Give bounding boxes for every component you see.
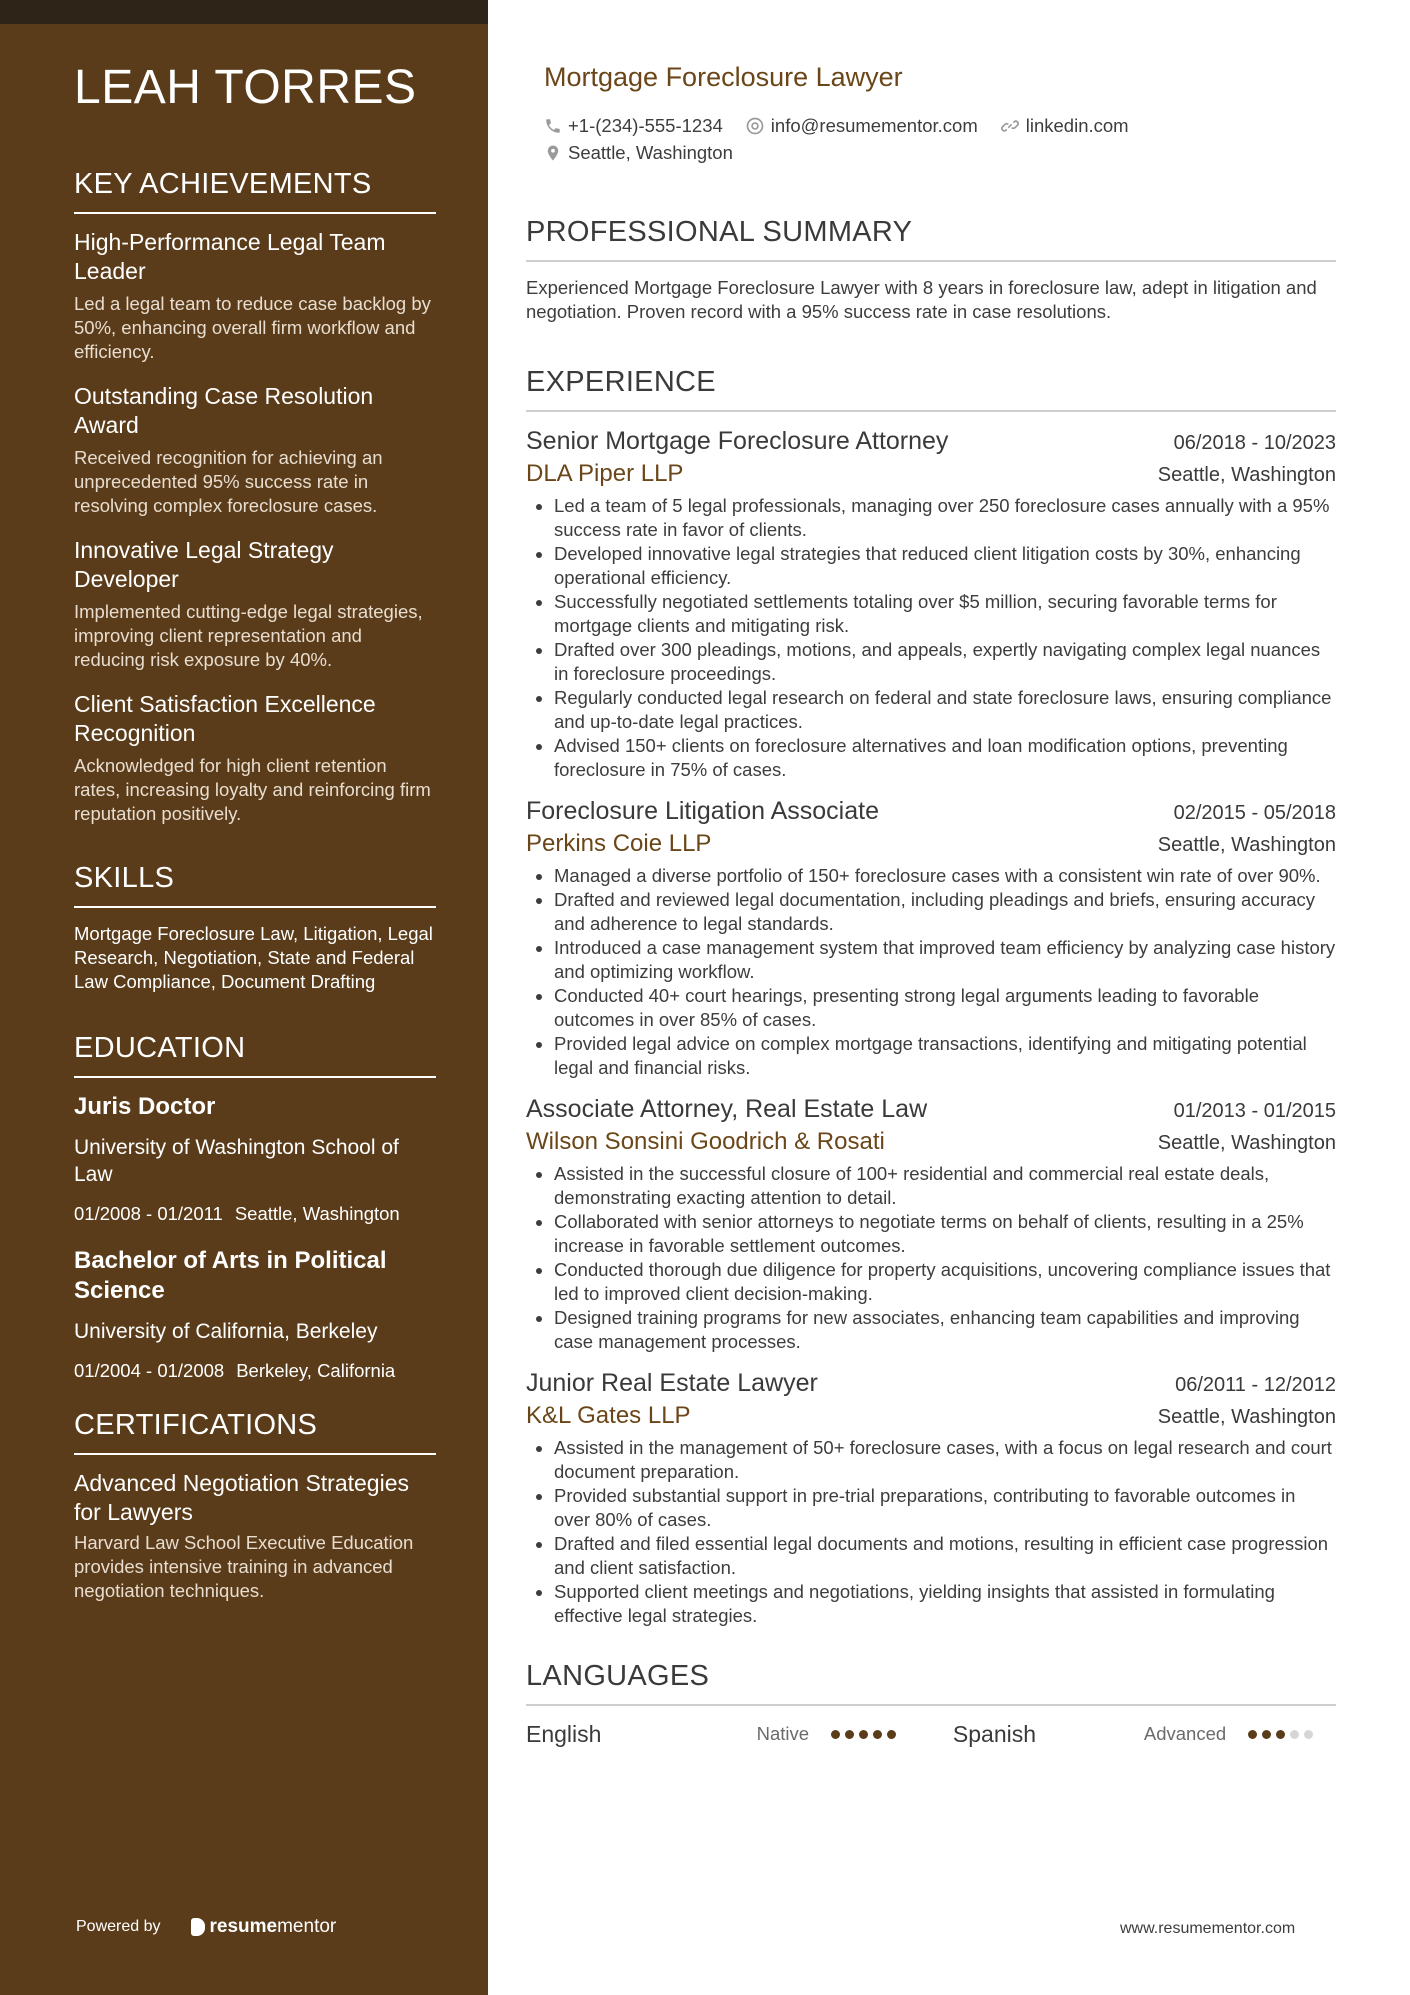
contact-info [544, 112, 1304, 166]
contact-phone [544, 115, 723, 137]
main-content [526, 214, 1336, 1752]
achievement-item [74, 690, 436, 826]
bullet-item: • Provided legal advice on complex mortgage transactions, identifying and mitigating potential legal and financial risks. [554, 1032, 1336, 1080]
bullet-item: • Designed training programs for new associates, enhancing team capabilities and improving case management processes. [554, 1306, 1336, 1354]
experience-bullets [526, 864, 1336, 1080]
education-item [74, 1092, 436, 1226]
experience-item [526, 1366, 1336, 1628]
education-section [74, 1030, 436, 1383]
rating-dot-filled [1248, 1730, 1257, 1739]
achievement-desc: Implemented cutting-edge legal strategies, improving client representation and reducing risk exposure by 40%. [74, 601, 423, 670]
summary-text: Experienced Mortgage Foreclosure Lawyer with 8 years in foreclosure law, adept in litigation and negotiation. Proven record with a 95% success rate in case resolutions. [526, 277, 1317, 322]
achievement-desc: Received recognition for achieving an unprecedented 95% success rate in resolving complex foreclosure cases. [74, 447, 383, 516]
education-degree: Juris Doctor [74, 1093, 216, 1120]
sidebar [0, 0, 488, 1995]
language-name: Spanish [952, 1720, 1037, 1747]
powered-by [76, 1916, 336, 1938]
sidebar-content [74, 60, 436, 1621]
brand-mark-icon [191, 1918, 205, 1936]
rating-dot-filled [1276, 1730, 1285, 1739]
footer-url[interactable]: www.resumementor.com [1120, 1920, 1296, 1937]
bullet-item: • Supported client meetings and negotiations, yielding insights that assisted in formulating effective legal strategies. [554, 1580, 1336, 1628]
experience-dates: 06/2011 - 12/2012 [1175, 1374, 1336, 1396]
experience-header [526, 1366, 1336, 1400]
experience-header [526, 794, 1336, 828]
education-dates: 01/2008 - 01/2011 [74, 1203, 223, 1224]
contact-linkedin[interactable] [1000, 115, 1129, 137]
bullet-item: • Conducted thorough due diligence for property acquisitions, uncovering compliance issues that led to improved client decision-making. [554, 1258, 1336, 1306]
sidebar-top-bar [0, 0, 488, 24]
experience-item [526, 794, 1336, 1080]
achievements-heading: KEY ACHIEVEMENTS [74, 166, 436, 214]
phone-text: +1-(234)-555-1234 [568, 114, 723, 136]
bullet-item: • Collaborated with senior attorneys to negotiate terms on behalf of clients, resulting in a 25% increase in favorable settlement outcomes. [554, 1210, 1336, 1258]
experience-dates: 02/2015 - 05/2018 [1173, 802, 1336, 824]
bullet-item: • Assisted in the successful closure of 100+ residential and commercial real estate deals, demonstrating exacting attention to detail. [554, 1162, 1336, 1210]
achievement-title: Innovative Legal Strategy Developer [74, 537, 334, 592]
rating-dot-filled [873, 1730, 882, 1739]
experience-title: Senior Mortgage Foreclosure Attorney [526, 427, 949, 455]
rating-dot-filled [845, 1730, 854, 1739]
experience-dates: 06/2018 - 10/2023 [1173, 432, 1336, 454]
experience-header [526, 424, 1336, 458]
experience-item [526, 424, 1336, 782]
rating-dot-empty [1304, 1730, 1313, 1739]
education-location: Berkeley, California [236, 1360, 396, 1381]
achievement-title: Client Satisfaction Excellence Recognition [74, 691, 376, 746]
experience-bullets [526, 494, 1336, 782]
experience-location: Seattle, Washington [1157, 1406, 1336, 1428]
experience-subheader [526, 458, 1336, 490]
linkedin-text[interactable]: linkedin.com [1025, 114, 1129, 136]
experience-dates: 01/2013 - 01/2015 [1173, 1100, 1336, 1122]
achievements-section [74, 166, 436, 826]
bullet-item: • Advised 150+ clients on foreclosure alternatives and loan modification options, preventing foreclosure in 75% of cases. [554, 734, 1336, 782]
education-dates: 01/2004 - 01/2008 [74, 1360, 225, 1381]
experience-heading: EXPERIENCE [526, 364, 1336, 412]
experience-header [526, 1092, 1336, 1126]
experience-company: Perkins Coie LLP [526, 830, 712, 857]
contact-location [544, 142, 733, 164]
rating-dot-filled [887, 1730, 896, 1739]
brand-bold: resume [209, 1916, 278, 1937]
bullet-item: • Assisted in the management of 50+ foreclosure cases, with a focus on legal research and court document preparation. [554, 1436, 1336, 1484]
language-rating [831, 1730, 919, 1739]
at-icon [745, 116, 765, 136]
skills-list: Mortgage Foreclosure Law, Litigation, Legal Research, Negotiation, State and Federal Law Compliance, Document Drafting [74, 923, 433, 992]
certification-title: Advanced Negotiation Strategies for Lawyers [74, 1470, 409, 1525]
education-school: University of Washington School of Law [74, 1136, 399, 1186]
experience-location: Seattle, Washington [1157, 464, 1336, 486]
achievement-title: High-Performance Legal Team Leader [74, 229, 386, 284]
education-meta [74, 1359, 436, 1383]
achievement-item [74, 228, 436, 364]
skills-heading: SKILLS [74, 860, 436, 908]
language-level: Native [756, 1723, 810, 1744]
achievement-item [74, 536, 436, 672]
summary-section [526, 214, 1336, 324]
bullet-item: • Led a team of 5 legal professionals, managing over 250 foreclosure cases annually with a 95% success rate in favor of clients. [554, 494, 1336, 542]
rating-dot-filled [831, 1730, 840, 1739]
contact-row [544, 112, 1304, 139]
achievement-item [74, 382, 436, 518]
language-rating [1248, 1730, 1336, 1739]
experience-title: Junior Real Estate Lawyer [526, 1369, 818, 1397]
bullet-item: • Regularly conducted legal research on federal and state foreclosure laws, ensuring compliance and up-to-date legal practices. [554, 686, 1336, 734]
education-school: University of California, Berkeley [74, 1320, 378, 1343]
location-text: Seattle, Washington [568, 141, 733, 163]
experience-section [526, 364, 1336, 1628]
experience-bullets [526, 1436, 1336, 1628]
education-heading: EDUCATION [74, 1030, 436, 1078]
bullet-item: • Drafted and reviewed legal documentation, including pleadings and briefs, ensuring accuracy and adherence to legal standards. [554, 888, 1336, 936]
experience-title: Foreclosure Litigation Associate [526, 797, 879, 825]
experience-company: DLA Piper LLP [526, 460, 684, 487]
bullet-item: • Managed a diverse portfolio of 150+ foreclosure cases with a consistent win rate of over 90%. [554, 864, 1336, 888]
education-degree: Bachelor of Arts in Political Science [74, 1247, 387, 1304]
contact-email[interactable] [745, 115, 978, 137]
experience-company: K&L Gates LLP [526, 1402, 691, 1429]
bullet-item: • Provided substantial support in pre-trial preparations, contributing to favorable outcomes in over 80% of cases. [554, 1484, 1336, 1532]
summary-heading: PROFESSIONAL SUMMARY [526, 214, 1336, 262]
achievement-desc: Led a legal team to reduce case backlog by 50%, enhancing overall firm workflow and efficiency. [74, 293, 431, 362]
achievement-desc: Acknowledged for high client retention rates, increasing loyalty and reinforcing firm reputation positively. [74, 755, 431, 824]
experience-location: Seattle, Washington [1157, 834, 1336, 856]
certifications-heading: CERTIFICATIONS [74, 1407, 436, 1455]
experience-subheader [526, 828, 1336, 860]
language-name: English [526, 1720, 602, 1747]
brand-light: mentor [277, 1916, 337, 1937]
education-location: Seattle, Washington [234, 1203, 400, 1224]
experience-subheader [526, 1126, 1336, 1158]
experience-location: Seattle, Washington [1157, 1132, 1336, 1154]
location-pin-icon [544, 143, 562, 163]
rating-dot-filled [859, 1730, 868, 1739]
language-level: Advanced [1143, 1723, 1227, 1744]
rating-dot-filled [1262, 1730, 1271, 1739]
experience-item [526, 1092, 1336, 1354]
achievement-title: Outstanding Case Resolution Award [74, 383, 374, 438]
experience-subheader [526, 1400, 1336, 1432]
experience-title: Associate Attorney, Real Estate Law [526, 1095, 928, 1123]
rating-dot-empty [1290, 1730, 1299, 1739]
languages-section [526, 1658, 1336, 1752]
bullet-item: • Drafted and filed essential legal documents and motions, resulting in efficient case progression and client satisfaction. [554, 1532, 1336, 1580]
contact-row [544, 139, 1304, 166]
powered-by-label: Powered by [76, 1918, 161, 1935]
bullet-item: • Successfully negotiated settlements totaling over $5 million, securing favorable terms for mortgage clients and mitigating risk. [554, 590, 1336, 638]
education-item [74, 1246, 436, 1383]
brand-logo [191, 1916, 337, 1938]
phone-icon [544, 117, 562, 135]
education-meta [74, 1202, 436, 1226]
certifications-section [74, 1407, 436, 1603]
bullet-item: • Drafted over 300 pleadings, motions, and appeals, expertly navigating complex legal nuances in foreclosure proceedings. [554, 638, 1336, 686]
certification-desc: Harvard Law School Executive Education provides intensive training in advanced negotiation techniques. [74, 1532, 414, 1601]
bullet-item: • Developed innovative legal strategies that reduced client litigation costs by 30%, enhancing operational efficiency. [554, 542, 1336, 590]
link-icon [1000, 116, 1020, 136]
languages-row [526, 1716, 1336, 1752]
candidate-name: LEAH TORRES [74, 61, 417, 114]
bullet-item: • Introduced a case management system that improved team efficiency by analyzing case history and optimizing workflow. [554, 936, 1336, 984]
skills-section [74, 860, 436, 994]
email-text[interactable]: info@resumementor.com [770, 114, 978, 136]
job-headline: Mortgage Foreclosure Lawyer [544, 62, 903, 92]
experience-bullets [526, 1162, 1336, 1354]
languages-heading: LANGUAGES [526, 1658, 1336, 1706]
experience-company: Wilson Sonsini Goodrich & Rosati [526, 1128, 885, 1155]
bullet-item: • Conducted 40+ court hearings, presenting strong legal arguments leading to favorable outcomes in over 85% of cases. [554, 984, 1336, 1032]
